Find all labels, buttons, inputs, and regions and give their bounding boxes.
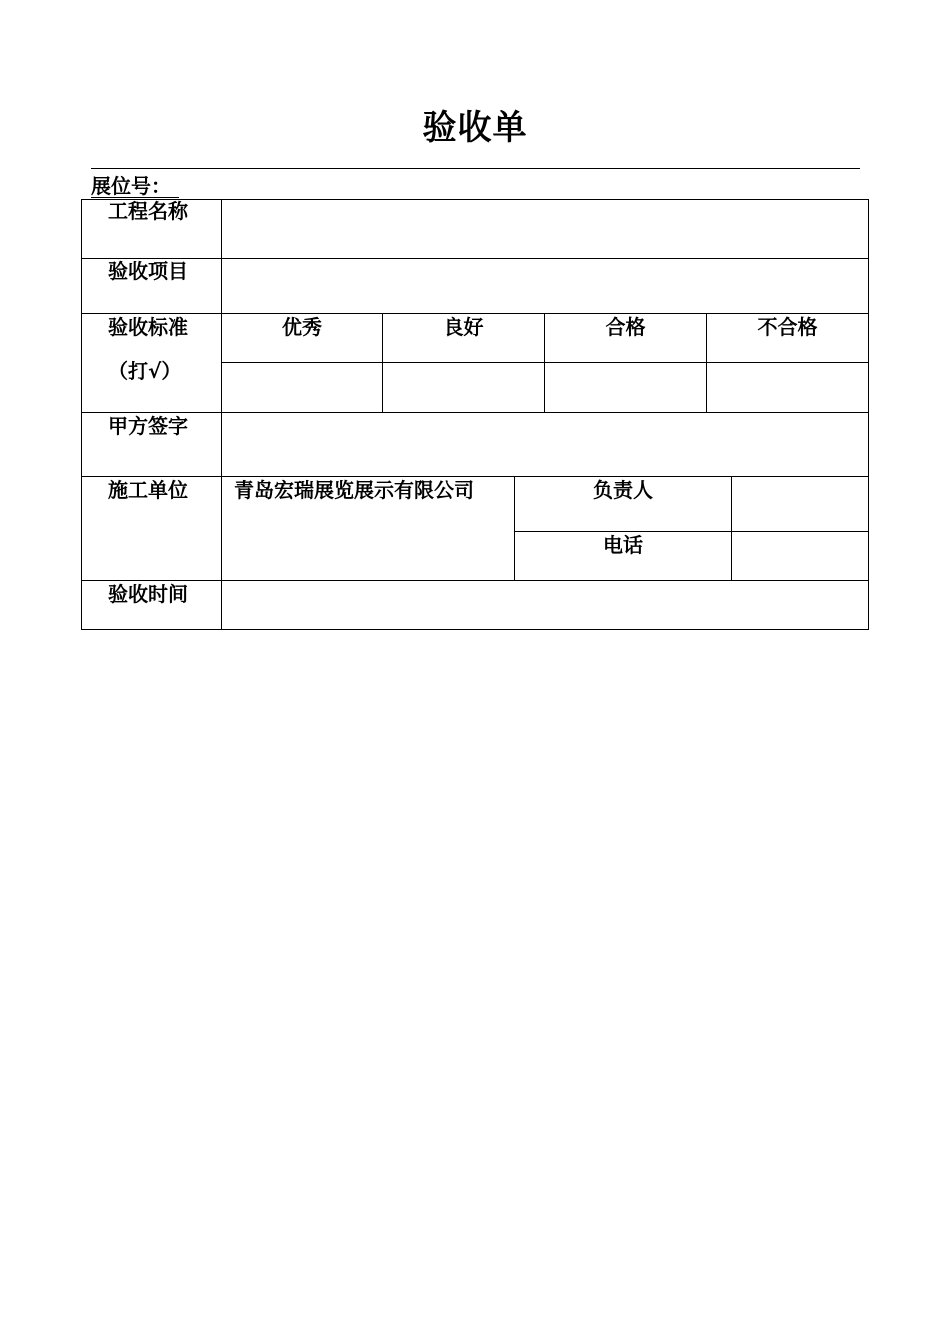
acceptance-items-field[interactable] — [232, 264, 852, 308]
booth-number-label: 展位号： — [91, 174, 171, 198]
grade-pass: 合格 — [605, 315, 646, 339]
grade-fail: 不合格 — [757, 315, 818, 339]
acceptance-items-label: 验收项目 — [108, 259, 188, 283]
phone-label: 电话 — [603, 533, 643, 557]
project-name-label: 工程名称 — [108, 199, 188, 223]
person-in-charge-field[interactable] — [732, 477, 868, 531]
grade-pass-check[interactable] — [545, 363, 706, 412]
grade-good: 良好 — [443, 315, 484, 339]
acceptance-standard-label: 验收标准 — [108, 315, 188, 339]
grade-good-check[interactable] — [383, 363, 544, 412]
project-name-field[interactable] — [232, 205, 852, 250]
booth-number-underline — [91, 197, 179, 198]
contractor-value: 青岛宏瑞展览展示有限公司 — [234, 478, 474, 502]
acceptance-time-label: 验收时间 — [108, 582, 188, 606]
grade-excellent-check[interactable] — [222, 363, 382, 412]
header-rule — [91, 168, 860, 169]
grade-excellent: 优秀 — [282, 315, 322, 339]
person-in-charge-label: 负责人 — [593, 478, 653, 502]
acceptance-time-field[interactable] — [222, 581, 868, 629]
party-a-signature-field[interactable] — [222, 413, 868, 476]
acceptance-standard-hint: （打√） — [108, 359, 182, 383]
phone-field[interactable] — [732, 532, 868, 580]
grade-fail-check[interactable] — [707, 363, 868, 412]
document-title: 验收单 — [422, 108, 528, 148]
contractor-label: 施工单位 — [108, 478, 188, 502]
party-a-signature-label: 甲方签字 — [108, 414, 188, 438]
